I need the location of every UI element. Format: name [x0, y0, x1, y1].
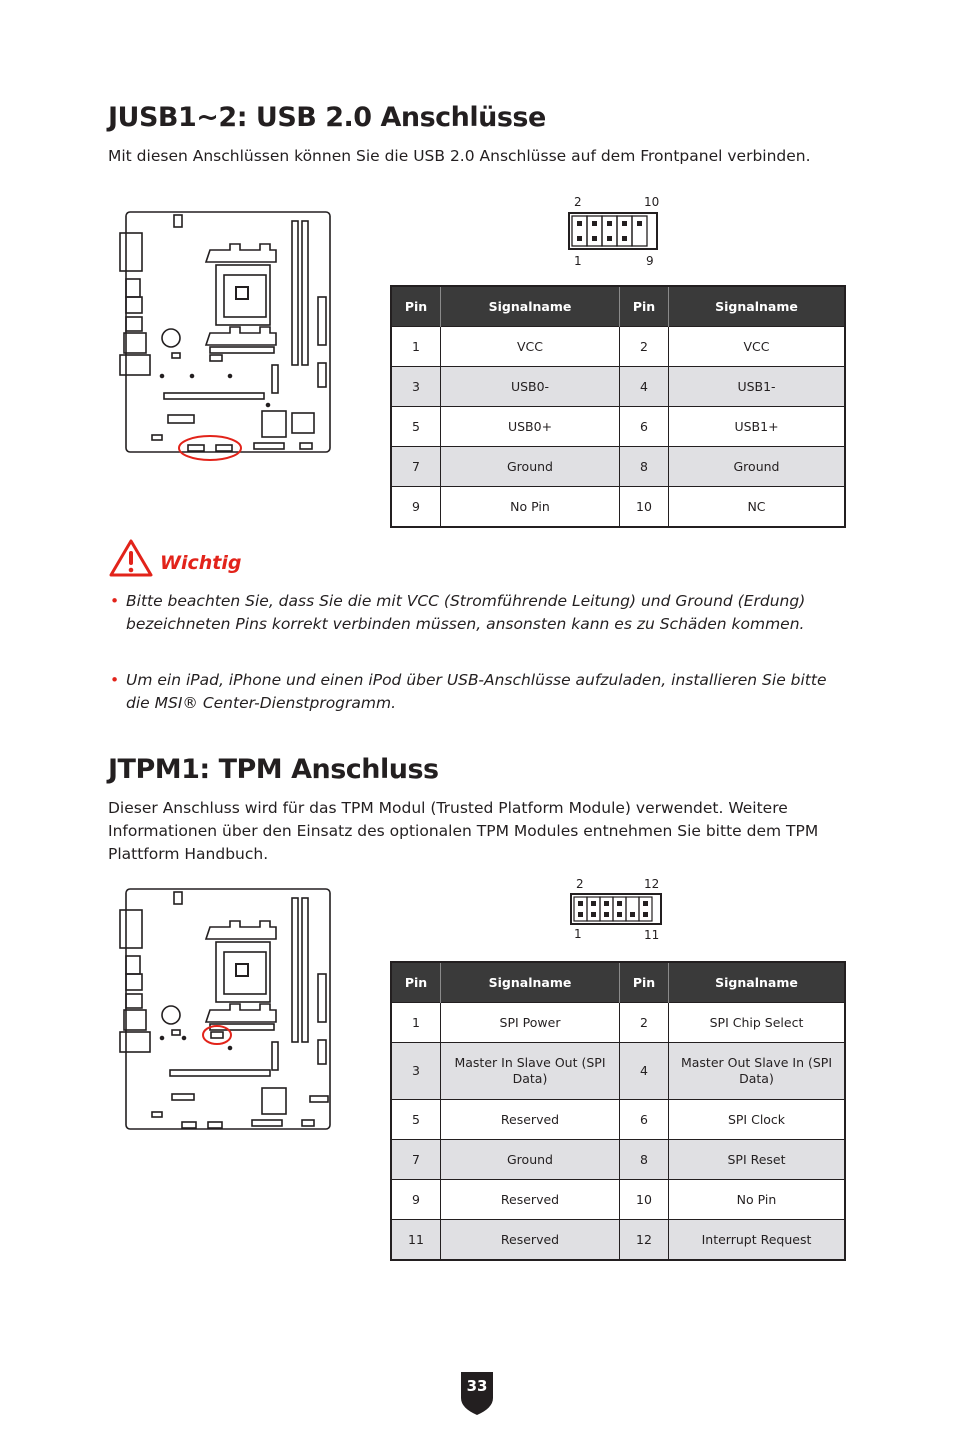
signal-cell: Ground — [441, 447, 620, 487]
table-row — [391, 447, 845, 487]
pin-cell: 3 — [391, 1043, 441, 1100]
pin-cell: 12 — [620, 1220, 669, 1261]
signal-cell: Ground — [669, 447, 846, 487]
table-row — [391, 407, 845, 447]
tpm-connector-label-top-right: 12 — [644, 877, 660, 891]
pin-cell: 1 — [391, 327, 441, 367]
pin-cell: 8 — [620, 447, 669, 487]
header-pin: Pin — [391, 962, 441, 1003]
signal-cell: Ground — [441, 1140, 620, 1180]
tpm-connector-pinout-diagram — [570, 893, 664, 927]
table-row — [391, 1220, 845, 1261]
page-number: 33 — [466, 1377, 488, 1395]
signal-cell: No Pin — [441, 487, 620, 528]
header-signalname: Signalname — [441, 962, 620, 1003]
tpm-connector-label-bottom-right: 11 — [644, 928, 660, 942]
pin-cell: 6 — [620, 407, 669, 447]
pin-cell: 6 — [620, 1100, 669, 1140]
signal-cell: No Pin — [669, 1180, 846, 1220]
pin-cell: 4 — [620, 367, 669, 407]
usb-connector-label-bottom-left: 1 — [574, 254, 582, 268]
notice-title: Wichtig — [160, 552, 242, 574]
usb-pin-table — [390, 285, 846, 528]
signal-cell: USB0+ — [441, 407, 620, 447]
signal-cell: Master In Slave Out (SPI Data) — [441, 1043, 620, 1100]
tpm-connector-label-bottom-left: 1 — [574, 927, 582, 941]
header-signalname: Signalname — [669, 286, 846, 327]
signal-cell: USB1- — [669, 367, 846, 407]
pin-cell: 7 — [391, 1140, 441, 1180]
header-signalname: Signalname — [669, 962, 846, 1003]
signal-cell: SPI Chip Select — [669, 1003, 846, 1043]
pin-cell: 5 — [391, 407, 441, 447]
notice-bullet-text: Bitte beachten Sie, dass Sie die mit VCC (Stromführende Leitung) und Ground (Erdung) bezeichneten Pins korrekt verbinden müssen, ansonsten kann es zu Schäden kommen. — [126, 592, 806, 633]
usb-section-title: JUSB1~2: USB 2.0 Anschlüsse — [108, 102, 546, 133]
header-pin: Pin — [620, 286, 669, 327]
tpm-pin-table — [390, 961, 846, 1261]
table-row — [391, 487, 845, 528]
signal-cell: VCC — [441, 327, 620, 367]
warning-icon — [108, 538, 154, 578]
notice-bullet — [110, 590, 840, 660]
table-header-row — [391, 286, 845, 327]
signal-cell: SPI Power — [441, 1003, 620, 1043]
table-header-row — [391, 962, 845, 1003]
table-row — [391, 327, 845, 367]
pin-cell: 8 — [620, 1140, 669, 1180]
table-row — [391, 1043, 845, 1100]
signal-cell: USB0- — [441, 367, 620, 407]
header-signalname: Signalname — [441, 286, 620, 327]
table-row — [391, 367, 845, 407]
signal-cell: Reserved — [441, 1180, 620, 1220]
usb-section-description: Mit diesen Anschlüssen können Sie die USB 2.0 Anschlüsse auf dem Frontpanel verbinden. — [108, 147, 811, 165]
signal-cell: Reserved — [441, 1100, 620, 1140]
bullet-dot-icon: • — [110, 671, 120, 689]
usb-connector-label-top-left: 2 — [574, 195, 582, 209]
tpm-section-title: JTPM1: TPM Anschluss — [108, 754, 439, 785]
signal-cell: USB1+ — [669, 407, 846, 447]
header-pin: Pin — [391, 286, 441, 327]
pin-cell: 2 — [620, 1003, 669, 1043]
table-row — [391, 1100, 845, 1140]
pin-cell: 5 — [391, 1100, 441, 1140]
notice-bullet-text: Um ein iPad, iPhone und einen iPod über USB-Anschlüsse aufzuladen, installieren Sie bitte die MSI® Center-Dienstprogramm. — [126, 671, 827, 712]
signal-cell: Reserved — [441, 1220, 620, 1261]
pin-cell: 9 — [391, 1180, 441, 1220]
pin-cell: 10 — [620, 487, 669, 528]
usb-connector-pinout-diagram — [568, 212, 660, 252]
signal-cell: SPI Clock — [669, 1100, 846, 1140]
pin-cell: 9 — [391, 487, 441, 528]
motherboard-diagram-usb — [112, 205, 340, 467]
usb-connector-label-top-right: 10 — [644, 195, 660, 209]
signal-cell: SPI Reset — [669, 1140, 846, 1180]
pin-cell: 10 — [620, 1180, 669, 1220]
pin-cell: 7 — [391, 447, 441, 487]
pin-cell: 4 — [620, 1043, 669, 1100]
usb-connector-label-bottom-right: 9 — [646, 254, 654, 268]
motherboard-diagram-tpm — [112, 882, 340, 1144]
signal-cell: Master Out Slave In (SPI Data) — [669, 1043, 846, 1100]
pin-cell: 2 — [620, 327, 669, 367]
table-row — [391, 1003, 845, 1043]
header-pin: Pin — [620, 962, 669, 1003]
signal-cell: NC — [669, 487, 846, 528]
notice-bullet — [110, 669, 840, 717]
table-row — [391, 1180, 845, 1220]
pin-cell: 1 — [391, 1003, 441, 1043]
pin-cell: 3 — [391, 367, 441, 407]
tpm-connector-label-top-left: 2 — [576, 877, 584, 891]
tpm-section-description: Dieser Anschluss wird für das TPM Modul (Trusted Platform Module) verwendet. Weitere Informationen über den Einsatz des optionalen TPM Modules entnehmen Sie bitte dem TPM Plattform Handbuch. — [108, 799, 819, 863]
bullet-dot-icon: • — [110, 592, 120, 610]
pin-cell: 11 — [391, 1220, 441, 1261]
signal-cell: Interrupt Request — [669, 1220, 846, 1261]
signal-cell: VCC — [669, 327, 846, 367]
table-row — [391, 1140, 845, 1180]
